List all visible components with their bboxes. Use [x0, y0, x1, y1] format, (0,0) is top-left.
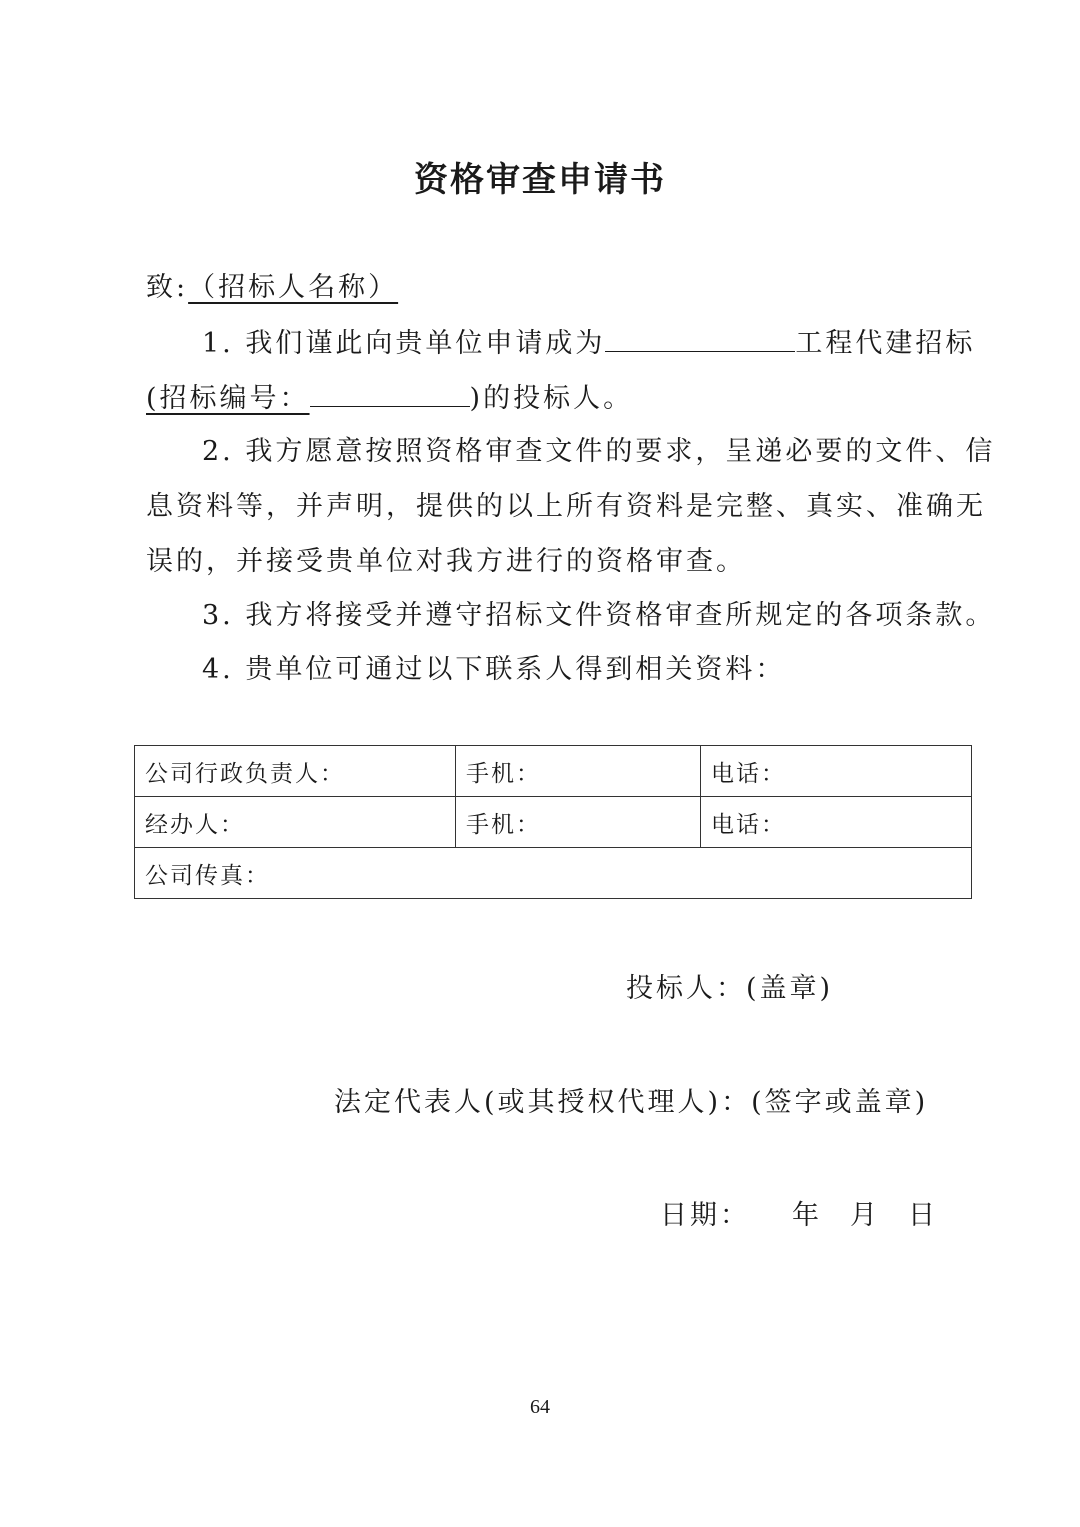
- handler-contact-cell[interactable]: 经办人：: [135, 797, 456, 848]
- item-1-line-1: [202, 325, 975, 362]
- item-3: 3. 我方将接受并遵守招标文件资格审查所规定的各项条款。: [202, 600, 996, 631]
- addressee-prefix: 致:: [146, 272, 189, 303]
- date-year: 年: [792, 1200, 822, 1231]
- tender-number-label: (招标编号：: [146, 383, 310, 414]
- item-2-line-3: 误的，并接受贵单位对我方进行的资格审查。: [146, 546, 746, 577]
- company-fax-cell[interactable]: 公司传真：: [135, 848, 972, 899]
- handler-mobile-cell[interactable]: 手机：: [456, 797, 701, 848]
- date-line: [660, 1198, 938, 1234]
- date-label: 日期：: [660, 1200, 750, 1231]
- item-1-text-d: )的投标人。: [469, 383, 634, 414]
- page-number: 64: [530, 1396, 550, 1418]
- project-name-blank[interactable]: [605, 325, 795, 352]
- item-1-text-b: 工程代建招标: [795, 328, 976, 359]
- legal-rep-line: 法定代表人(或其授权代理人)：(签字或盖章): [334, 1087, 929, 1118]
- table-row: [135, 848, 972, 899]
- admin-mobile-cell[interactable]: 手机：: [456, 746, 701, 797]
- table-row: [135, 797, 972, 848]
- item-2-line-2: 息资料等，并声明，提供的以上所有资料是完整、真实、准确无: [146, 491, 986, 522]
- document-title: 资格审查申请书: [414, 160, 666, 200]
- date-month: 月: [850, 1200, 880, 1231]
- bidder-seal-line: 投标人：(盖章): [626, 973, 834, 1004]
- tender-number-blank[interactable]: [310, 380, 470, 407]
- item-1-line-2: [146, 380, 633, 417]
- item-1-text-a: 1. 我们谨此向贵单位申请成为: [202, 328, 606, 359]
- item-4: 4. 贵单位可通过以下联系人得到相关资料：: [202, 654, 786, 685]
- item-2-line-1: 2. 我方愿意按照资格审查文件的要求，呈递必要的文件、信: [202, 436, 996, 467]
- contacts-table: [134, 745, 972, 899]
- handler-phone-cell[interactable]: 电话：: [701, 797, 972, 848]
- addressee-name: （招标人名称）: [188, 272, 399, 303]
- admin-phone-cell[interactable]: 电话：: [701, 746, 972, 797]
- date-day: 日: [908, 1200, 938, 1231]
- addressee-line: [146, 270, 398, 306]
- admin-contact-cell[interactable]: 公司行政负责人：: [135, 746, 456, 797]
- table-row: [135, 746, 972, 797]
